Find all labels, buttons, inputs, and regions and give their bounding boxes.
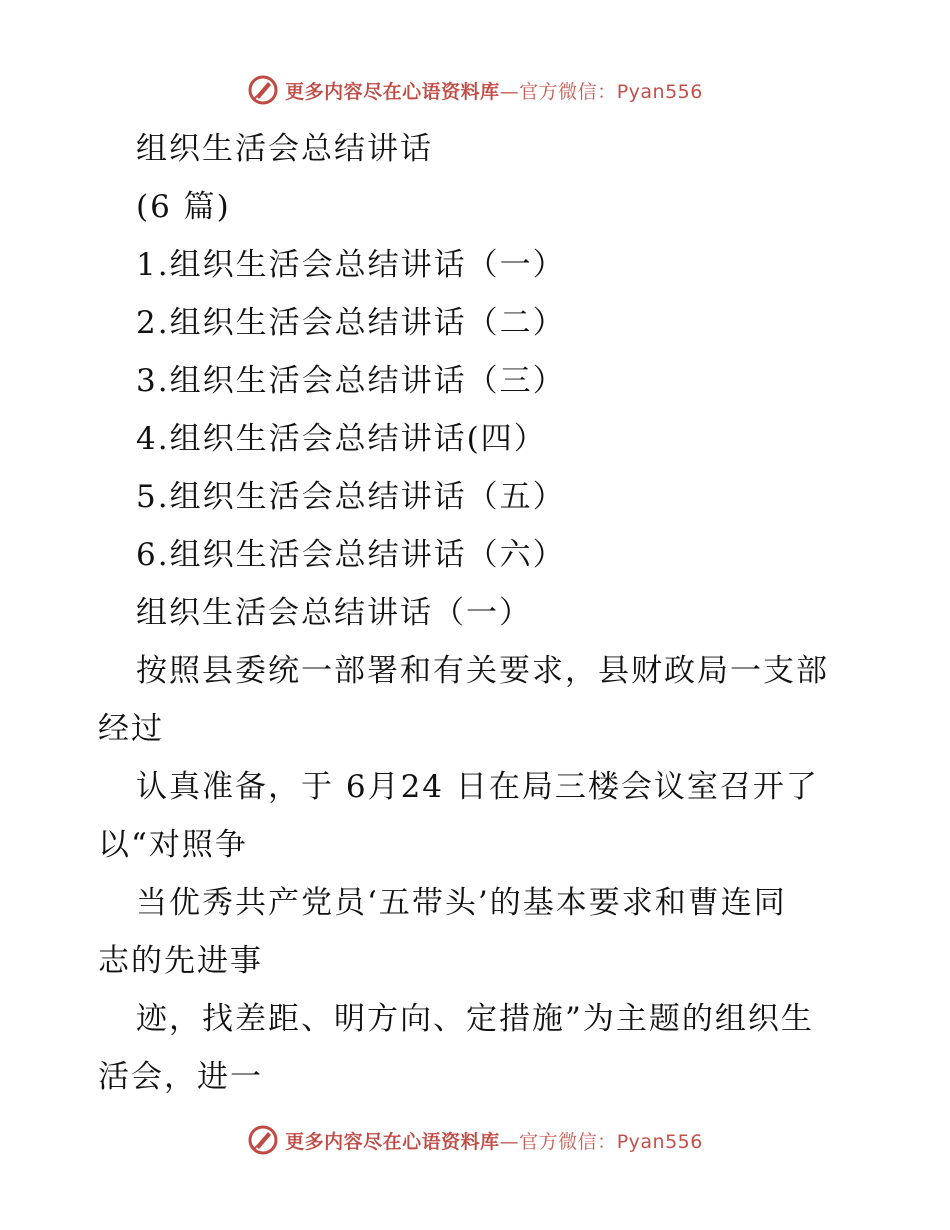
toc-item: 6.组织生活会总结讲话（六） <box>136 537 566 573</box>
paragraph <box>98 874 858 990</box>
watermark-logo-icon <box>247 74 279 106</box>
paragraph-continuation: 活会，进一 <box>98 1059 263 1095</box>
section-heading: 组织生活会总结讲话（一） <box>136 595 532 631</box>
toc-item: 1.组织生活会总结讲话（一） <box>136 247 566 283</box>
paragraph-continuation: 经过 <box>98 711 164 747</box>
document-title: 组织生活会总结讲话 <box>136 131 433 167</box>
toc-item: 5.组织生活会总结讲话（五） <box>136 479 566 515</box>
paragraph-first-line: 按照县委统一部署和有关要求，县财政局一支部 <box>136 653 829 689</box>
table-of-contents <box>98 236 858 584</box>
paragraph <box>98 642 858 758</box>
watermark-text: 更多内容尽在心语资料库—官方微信：Pyan556 <box>285 1130 703 1153</box>
document-count: (6 篇) <box>136 189 231 225</box>
paragraph <box>98 990 858 1106</box>
paragraph-first-line: 迹，找差距、明方向、定措施”为主题的组织生 <box>136 1001 814 1037</box>
header-watermark <box>0 70 950 110</box>
paragraph-first-line: 认真准备，于 6月24 日在局三楼会议室召开了 <box>136 769 819 805</box>
footer-watermark <box>0 1120 950 1160</box>
paragraph-first-line: 当优秀共产党员‘五带头’的基本要求和曹连同 <box>136 885 787 921</box>
paragraph-continuation: 志的先进事 <box>98 943 263 979</box>
toc-item: 2.组织生活会总结讲话（二） <box>136 305 566 341</box>
document-body <box>98 120 858 1106</box>
watermark-logo-icon <box>247 1124 279 1156</box>
paragraph-continuation: 以“对照争 <box>98 827 248 863</box>
watermark-text: 更多内容尽在心语资料库—官方微信：Pyan556 <box>285 80 703 103</box>
toc-item: 3.组织生活会总结讲话（三） <box>136 363 566 399</box>
paragraph <box>98 758 858 874</box>
toc-item: 4.组织生活会总结讲话(四） <box>136 421 547 457</box>
